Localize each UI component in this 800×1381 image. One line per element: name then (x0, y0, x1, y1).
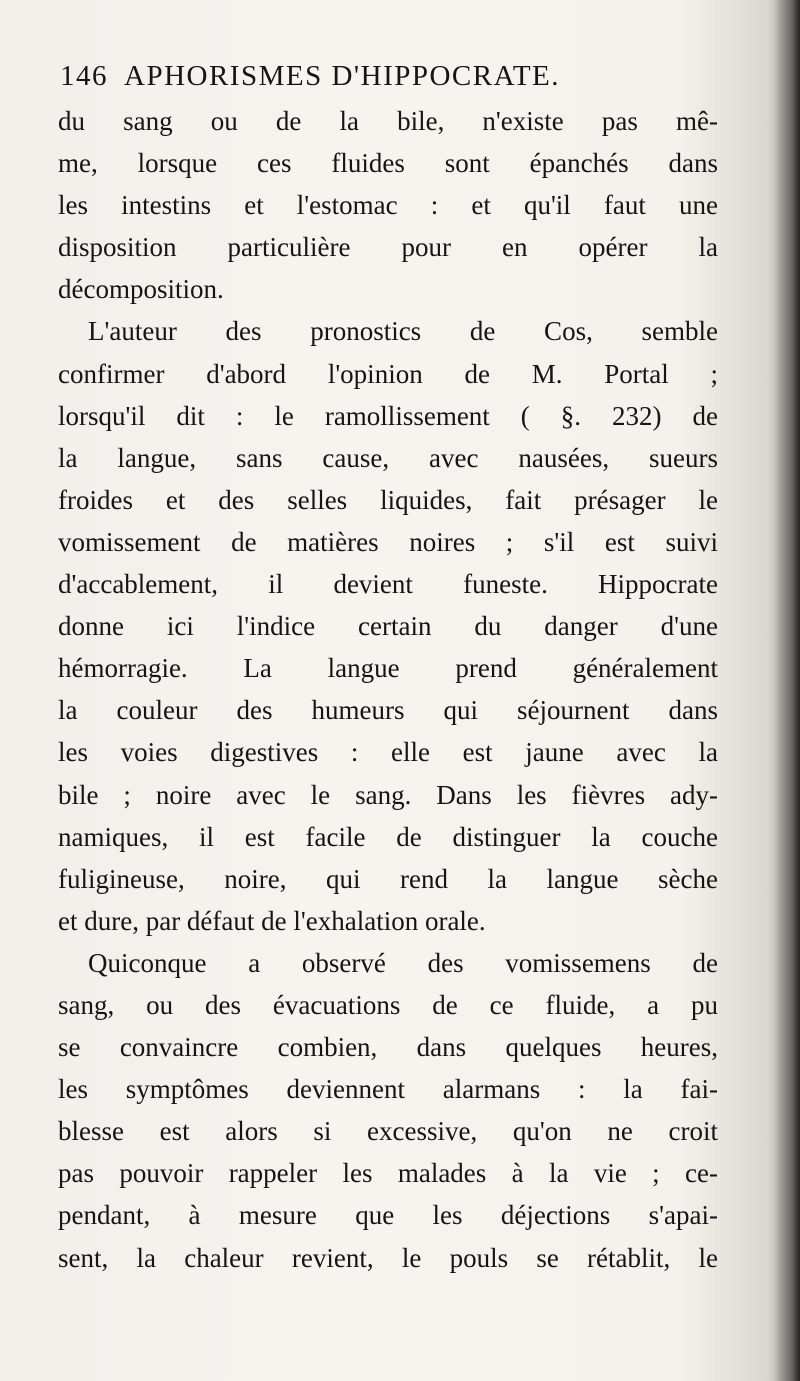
text-line: namiques, il est facile de distinguer la couche (58, 821, 718, 852)
text-line: se convaincre combien, dans quelques heures, (58, 1032, 718, 1063)
page-number: 146 (60, 60, 108, 92)
page-edge-shadow (774, 0, 800, 1381)
text-line: la couleur des humeurs qui séjournent dans (58, 695, 718, 726)
text-line: la langue, sans cause, avec nausées, sueurs (58, 442, 718, 473)
text-line: blesse est alors si excessive, qu'on ne croit (58, 1116, 718, 1147)
text-line: hémorragie. La langue prend généralement (58, 653, 718, 684)
text-line: décomposition. (58, 274, 224, 305)
text-line: froides et des selles liquides, fait présager le (58, 484, 718, 515)
text-line: confirmer d'abord l'opinion de M. Portal ; (58, 358, 718, 389)
text-line: d'accablement, il devient funeste. Hippocrate (58, 569, 718, 600)
text-line: lorsqu'il dit : le ramollissement ( §. 232) de (58, 400, 718, 431)
text-line: L'auteur des pronostics de Cos, semble (88, 316, 718, 347)
text-line: les symptômes deviennent alarmans : la fai- (58, 1074, 718, 1105)
running-title: APHORISMES D'HIPPOCRATE. (124, 60, 561, 92)
text-line: bile ; noire avec le sang. Dans les fièvres ady- (58, 779, 718, 810)
text-line: donne ici l'indice certain du danger d'une (58, 611, 718, 642)
text-line: les intestins et l'estomac : et qu'il faut une (58, 190, 718, 221)
text-line: et dure, par défaut de l'exhalation orale. (58, 905, 486, 936)
text-line: disposition particulière pour en opérer la (58, 232, 718, 263)
text-line: sent, la chaleur revient, le pouls se rétablit, le (58, 1242, 718, 1273)
running-head (60, 52, 710, 100)
text-line: pas pouvoir rappeler les malades à la vie ; ce- (58, 1158, 718, 1189)
text-line: sang, ou des évacuations de ce fluide, a pu (58, 989, 718, 1020)
text-line: pendant, à mesure que les déjections s'apai- (58, 1200, 718, 1231)
text-line: les voies digestives : elle est jaune avec la (58, 737, 718, 768)
text-line: vomissement de matières noires ; s'il est suivi (58, 526, 718, 557)
body-text (58, 100, 718, 1279)
text-line: fuligineuse, noire, qui rend la langue sèche (58, 863, 718, 894)
text-line: Quiconque a observé des vomissemens de (88, 947, 718, 978)
text-line: me, lorsque ces fluides sont épanchés dans (58, 148, 718, 179)
text-line: du sang ou de la bile, n'existe pas mê- (58, 106, 718, 136)
